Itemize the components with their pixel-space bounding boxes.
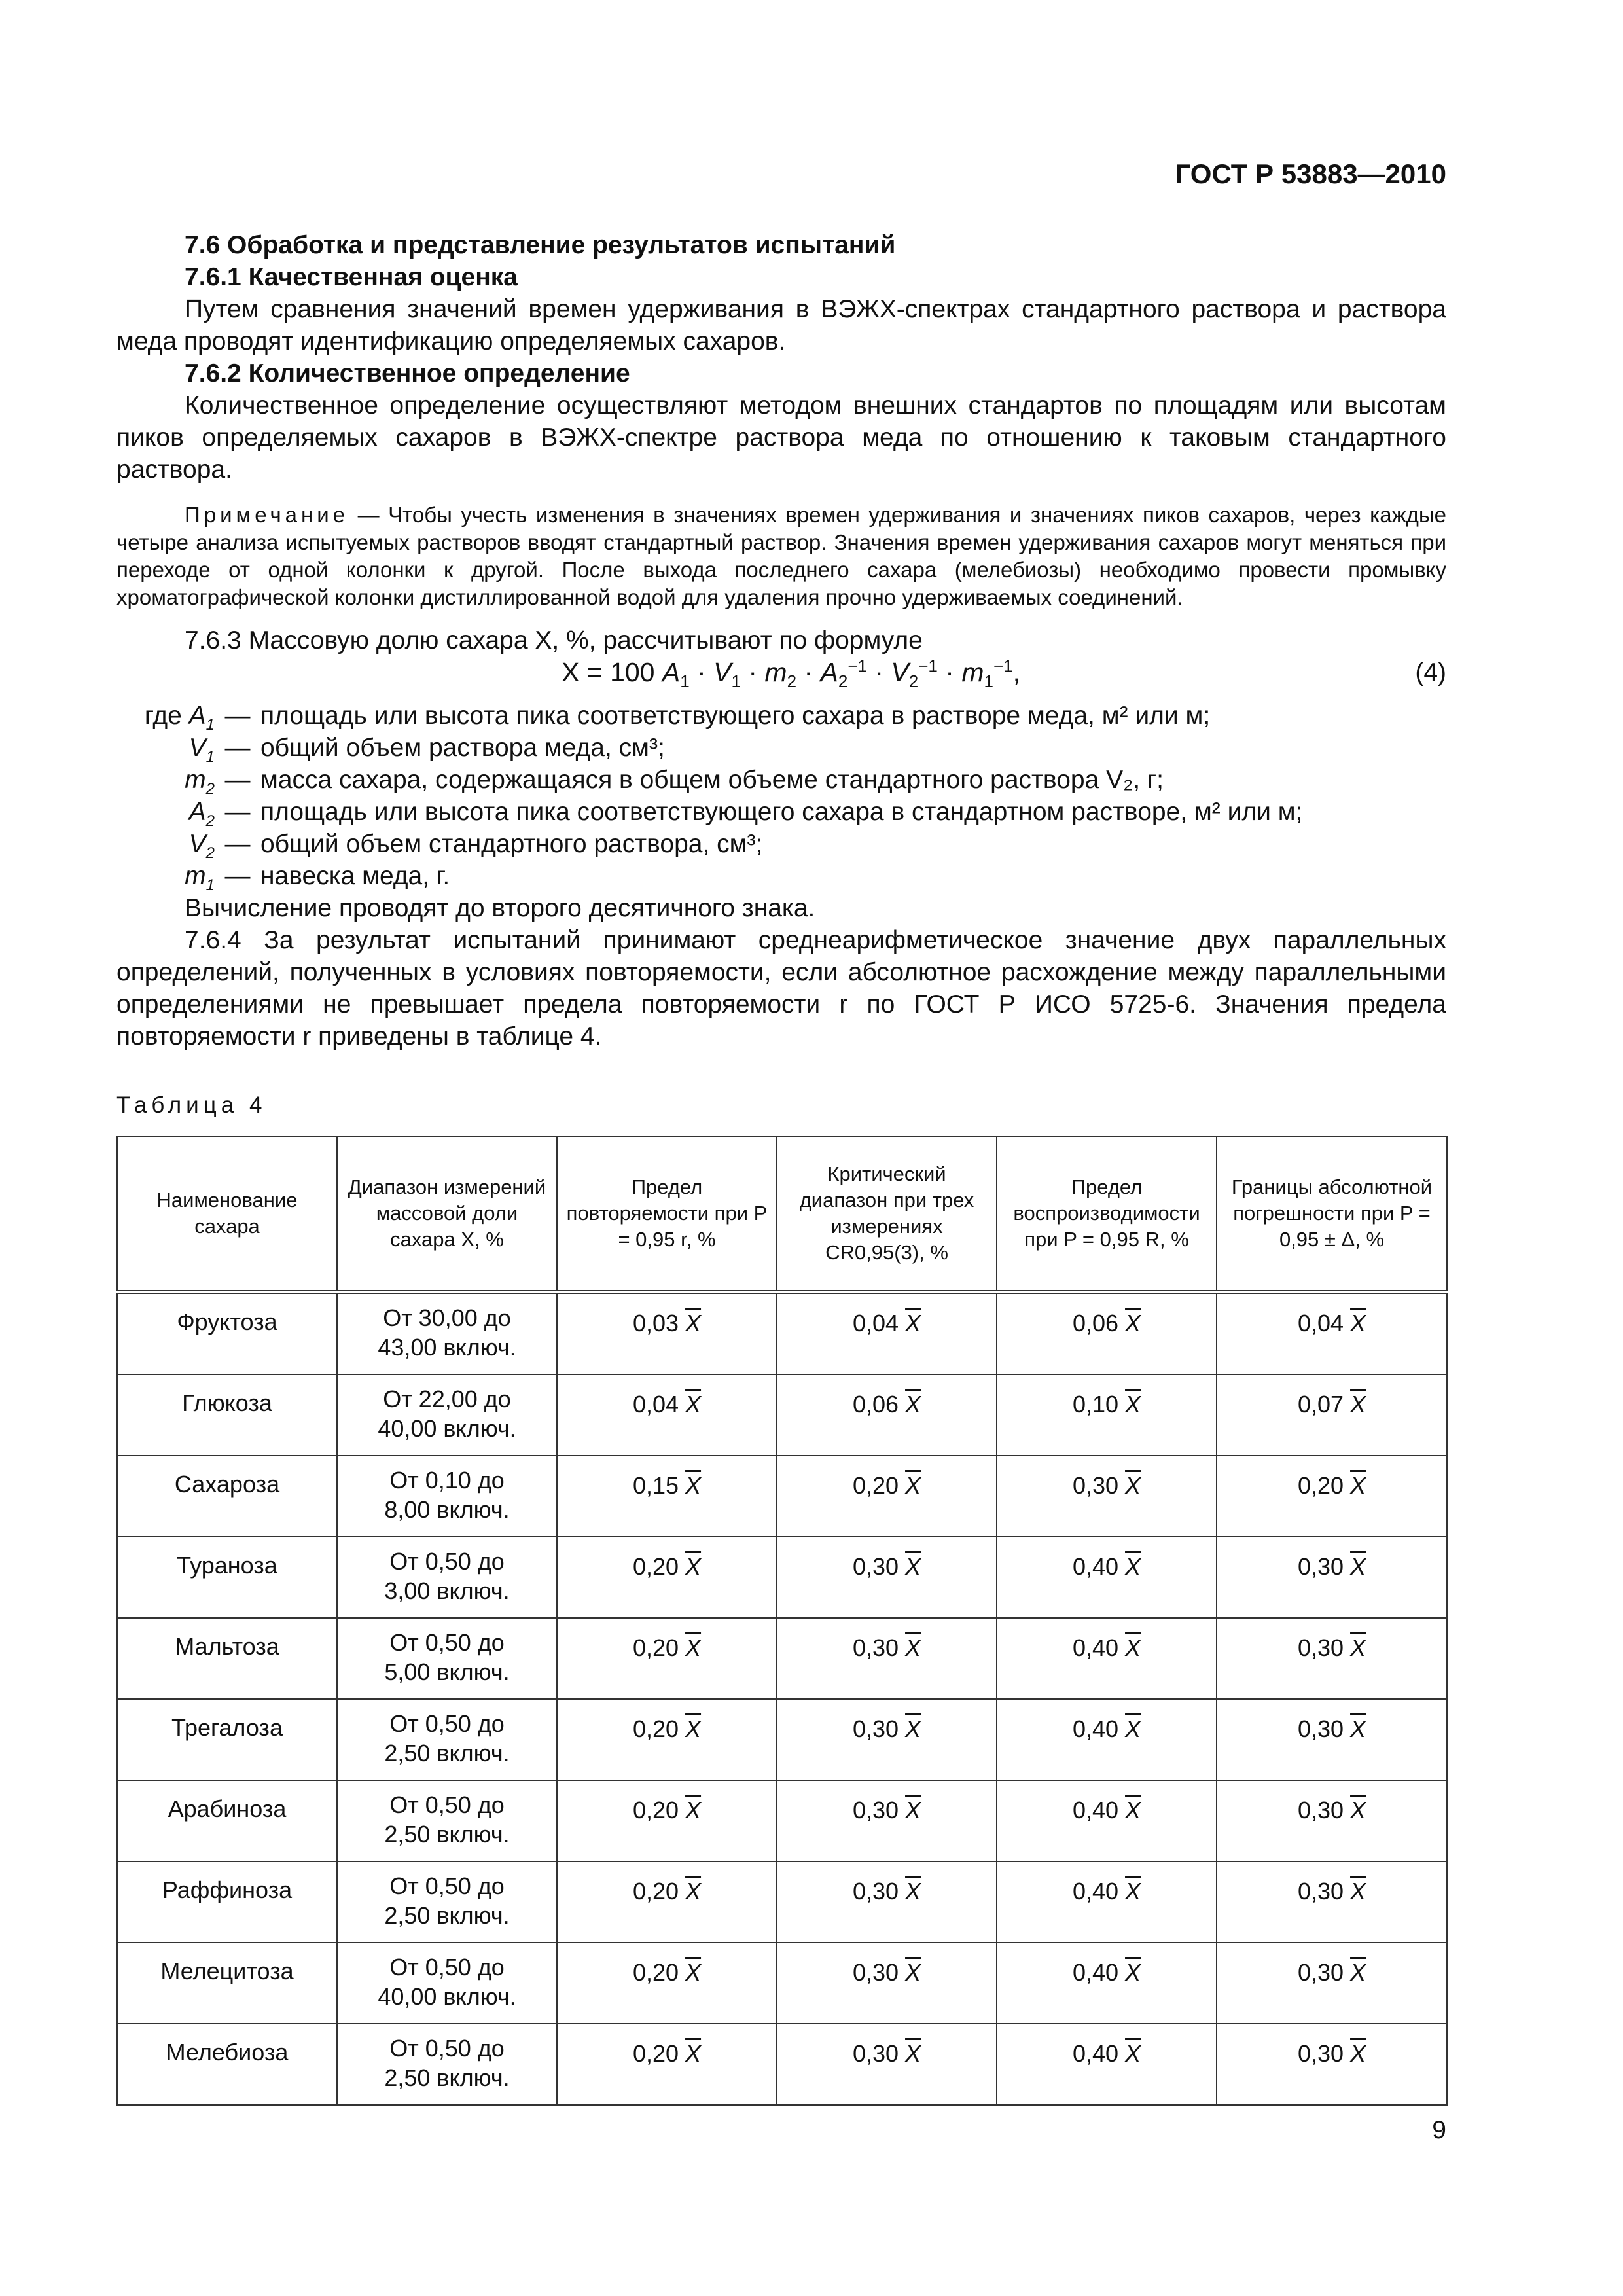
mean-symbol: $\overline{X}$ [685, 1797, 702, 1823]
mean-symbol: $\overline{X}$ [1350, 1878, 1366, 1905]
error-bound-cell: 0,30 $\overline{X}$ [1217, 1618, 1447, 1699]
variable-row: $m_2$ — масса сахара, содержащаяся в общем объеме стандартного раствора V₂, г; [116, 764, 1446, 796]
main-content [116, 229, 1446, 2106]
table-row [117, 1618, 1447, 1699]
critical-range-cell: 0,30 $\overline{X}$ [777, 1699, 997, 1780]
table-row [117, 1699, 1447, 1780]
range-cell: От 0,10 до 8,00 включ. [337, 1456, 557, 1537]
repeatability-cell: 0,04 $\overline{X}$ [557, 1374, 777, 1456]
table-row [117, 1456, 1447, 1537]
sugar-name-cell: Мальтоза [117, 1618, 337, 1699]
mean-symbol: $\overline{X}$ [685, 1715, 702, 1742]
mean-symbol: $\overline{X}$ [1125, 1797, 1141, 1823]
sugar-name-cell: Трегалоза [117, 1699, 337, 1780]
reproducibility-cell: 0,06 $\overline{X}$ [997, 1292, 1217, 1374]
column-header: Наименование сахара [117, 1136, 337, 1292]
error-bound-cell: 0,07 $\overline{X}$ [1217, 1374, 1447, 1456]
critical-range-cell: 0,30 $\overline{X}$ [777, 1537, 997, 1618]
range-cell: От 0,50 до 2,50 включ. [337, 1780, 557, 1861]
reproducibility-cell: 0,10 $\overline{X}$ [997, 1374, 1217, 1456]
range-cell: От 0,50 до 2,50 включ. [337, 1699, 557, 1780]
repeatability-cell: 0,20 $\overline{X}$ [557, 1699, 777, 1780]
error-bound-cell: 0,30 $\overline{X}$ [1217, 1699, 1447, 1780]
repeatability-cell: 0,20 $\overline{X}$ [557, 1537, 777, 1618]
formula-row [116, 656, 1446, 694]
sugar-name-cell: Тураноза [117, 1537, 337, 1618]
range-cell: От 0,50 до 40,00 включ. [337, 1943, 557, 2024]
variable-row: $A_2$ — площадь или высота пика соответствующего сахара в стандартном растворе, м² или м; [116, 796, 1446, 828]
column-header: Критический диапазон при трех измерениях CR0,95(3), % [777, 1136, 997, 1292]
critical-range-cell: 0,30 $\overline{X}$ [777, 1861, 997, 1943]
mean-symbol: $\overline{X}$ [905, 1878, 921, 1905]
sugar-name-cell: Мелебиоза [117, 2024, 337, 2105]
critical-range-cell: 0,30 $\overline{X}$ [777, 1618, 997, 1699]
table-caption: Таблица 4 [116, 1092, 267, 1118]
formula-lhs: X = 100 [562, 657, 655, 687]
mean-symbol: $\overline{X}$ [1125, 1310, 1141, 1336]
column-header: Границы абсолютной погрешности при P = 0,95 ± Δ, % [1217, 1136, 1447, 1292]
repeatability-cell: 0,20 $\overline{X}$ [557, 1861, 777, 1943]
repeatability-cell: 0,20 $\overline{X}$ [557, 2024, 777, 2105]
variable-text: площадь или высота пика соответствующего сахара в стандартном растворе, м² или м; [260, 798, 1303, 826]
range-cell: От 30,00 до 43,00 включ. [337, 1292, 557, 1374]
sugar-name-cell: Фруктоза [117, 1292, 337, 1374]
table-row [117, 1374, 1447, 1456]
critical-range-cell: 0,20 $\overline{X}$ [777, 1456, 997, 1537]
mean-symbol: $\overline{X}$ [1350, 1959, 1366, 1986]
mean-symbol: $\overline{X}$ [905, 1797, 921, 1823]
paragraph-7-6-2: Количественное определение осуществляют методом внешних стандартов по площадям или высотам пиков определяемых сахаров в ВЭЖХ-спектре раствора меда по отношению к таковым стандартного раствора. [116, 391, 1446, 484]
range-cell: От 0,50 до 2,50 включ. [337, 1861, 557, 1943]
note [116, 501, 1446, 611]
formula: X = 100 $A_1 \cdot V_1 \cdot m_2 \cdot A_2^{-1} \cdot V_2^{-1} \cdot m_1^{-1}$, [562, 656, 1021, 692]
variable-text: масса сахара, содержащаяся в общем объеме стандартного раствора V₂, г; [260, 766, 1164, 794]
mean-symbol: $\overline{X}$ [1350, 1391, 1366, 1418]
heading-7-6-1: 7.6.1 Качественная оценка [185, 263, 518, 291]
heading-7-6: 7.6 Обработка и представление результатов испытаний [185, 231, 896, 259]
paragraph-calculation: Вычисление проводят до второго десятичного знака. [185, 894, 815, 922]
formula-number: (4) [1415, 658, 1446, 687]
critical-range-cell: 0,06 $\overline{X}$ [777, 1374, 997, 1456]
variable-row: $V_1$ — общий объем раствора меда, см³; [116, 732, 1446, 764]
critical-range-cell: 0,30 $\overline{X}$ [777, 1780, 997, 1861]
mean-symbol: $\overline{X}$ [1350, 1553, 1366, 1580]
sugar-name-cell: Глюкоза [117, 1374, 337, 1456]
variable-text: общий объем стандартного раствора, см³; [260, 830, 763, 858]
reproducibility-cell: 0,40 $\overline{X}$ [997, 2024, 1217, 2105]
repeatability-cell: 0,15 $\overline{X}$ [557, 1456, 777, 1537]
variable-text: навеска меда, г. [260, 862, 450, 890]
error-bound-cell: 0,30 $\overline{X}$ [1217, 1780, 1447, 1861]
column-header: Предел воспроизводимости при P = 0,95 R, % [997, 1136, 1217, 1292]
table-row [117, 1861, 1447, 1943]
variable-row: где $A_1$ — площадь или высота пика соответствующего сахара в растворе меда, м² или м; [116, 700, 1446, 732]
table-row [117, 1537, 1447, 1618]
table-body [117, 1292, 1447, 2105]
mean-symbol: $\overline{X}$ [685, 2040, 702, 2067]
reproducibility-cell: 0,40 $\overline{X}$ [997, 1699, 1217, 1780]
mean-symbol: $\overline{X}$ [905, 2040, 921, 2067]
range-cell: От 0,50 до 3,00 включ. [337, 1537, 557, 1618]
reproducibility-cell: 0,40 $\overline{X}$ [997, 1618, 1217, 1699]
error-bound-cell: 0,30 $\overline{X}$ [1217, 2024, 1447, 2105]
mean-symbol: $\overline{X}$ [685, 1553, 702, 1580]
mean-symbol: $\overline{X}$ [1125, 1553, 1141, 1580]
mean-symbol: $\overline{X}$ [1350, 1310, 1366, 1336]
reproducibility-cell: 0,40 $\overline{X}$ [997, 1780, 1217, 1861]
mean-symbol: $\overline{X}$ [1350, 2040, 1366, 2067]
table-header-row [117, 1136, 1447, 1292]
mean-symbol: $\overline{X}$ [1125, 1634, 1141, 1661]
mean-symbol: $\overline{X}$ [1350, 1715, 1366, 1742]
mean-symbol: $\overline{X}$ [685, 1310, 702, 1336]
mean-symbol: $\overline{X}$ [685, 1634, 702, 1661]
table-row [117, 1780, 1447, 1861]
critical-range-cell: 0,04 $\overline{X}$ [777, 1292, 997, 1374]
mean-symbol: $\overline{X}$ [1350, 1472, 1366, 1499]
error-bound-cell: 0,20 $\overline{X}$ [1217, 1456, 1447, 1537]
repeatability-cell: 0,20 $\overline{X}$ [557, 1780, 777, 1861]
mean-symbol: $\overline{X}$ [685, 1391, 702, 1418]
sugar-name-cell: Мелецитоза [117, 1943, 337, 2024]
column-header: Предел повторяемости при P = 0,95 r, % [557, 1136, 777, 1292]
mean-symbol: $\overline{X}$ [905, 1391, 921, 1418]
reproducibility-cell: 0,30 $\overline{X}$ [997, 1456, 1217, 1537]
range-cell: От 0,50 до 2,50 включ. [337, 2024, 557, 2105]
mean-symbol: $\overline{X}$ [1125, 1878, 1141, 1905]
sugar-name-cell: Сахароза [117, 1456, 337, 1537]
paragraph-7-6-4: 7.6.4 За результат испытаний принимают среднеарифметическое значение двух параллельных определений, полученных в условиях повторяемости, если абсолютное расхождение между параллельными определениями не превышает предела повторяемости r по ГОСТ Р ИСО 5725-6. Значения предела повторяемости r приведены в таблице 4. [116, 926, 1446, 1050]
mean-symbol: $\overline{X}$ [905, 1310, 921, 1336]
sugar-name-cell: Раффиноза [117, 1861, 337, 1943]
repeatability-cell: 0,03 $\overline{X}$ [557, 1292, 777, 1374]
paragraph-7-6-1: Путем сравнения значений времен удерживания в ВЭЖХ-спектрах стандартного раствора и раствора меда проводят идентификацию определяемых сахаров. [116, 295, 1446, 355]
mean-symbol: $\overline{X}$ [905, 1959, 921, 1986]
variable-text: общий объем раствора меда, см³; [260, 734, 665, 762]
table-row [117, 1292, 1447, 1374]
note-label: Примечание [185, 503, 349, 527]
mean-symbol: $\overline{X}$ [685, 1878, 702, 1905]
mean-symbol: $\overline{X}$ [905, 1634, 921, 1661]
error-bound-cell: 0,30 $\overline{X}$ [1217, 1537, 1447, 1618]
mean-symbol: $\overline{X}$ [1350, 1797, 1366, 1823]
variable-text: площадь или высота пика соответствующего сахара в растворе меда, м² или м; [260, 702, 1211, 730]
mean-symbol: $\overline{X}$ [1125, 2040, 1141, 2067]
column-header: Диапазон измерений массовой доли сахара X, % [337, 1136, 557, 1292]
mean-symbol: $\overline{X}$ [1125, 1715, 1141, 1742]
variable-row: $m_1$ — навеска меда, г. [116, 860, 1446, 892]
mean-symbol: $\overline{X}$ [685, 1959, 702, 1986]
mean-symbol: $\overline{X}$ [685, 1472, 702, 1499]
heading-7-6-2: 7.6.2 Количественное определение [185, 359, 630, 387]
critical-range-cell: 0,30 $\overline{X}$ [777, 1943, 997, 2024]
critical-range-cell: 0,30 $\overline{X}$ [777, 2024, 997, 2105]
mean-symbol: $\overline{X}$ [1125, 1391, 1141, 1418]
table-row [117, 2024, 1447, 2105]
range-cell: От 22,00 до 40,00 включ. [337, 1374, 557, 1456]
paragraph-7-6-3: 7.6.3 Массовую долю сахара X, %, рассчитывают по формуле [185, 626, 923, 655]
error-bound-cell: 0,04 $\overline{X}$ [1217, 1292, 1447, 1374]
range-cell: От 0,50 до 5,00 включ. [337, 1618, 557, 1699]
reproducibility-cell: 0,40 $\overline{X}$ [997, 1943, 1217, 2024]
mean-symbol: $\overline{X}$ [1125, 1472, 1141, 1499]
mean-symbol: $\overline{X}$ [1350, 1634, 1366, 1661]
table-row [117, 1943, 1447, 2024]
error-bound-cell: 0,30 $\overline{X}$ [1217, 1861, 1447, 1943]
repeatability-cell: 0,20 $\overline{X}$ [557, 1943, 777, 2024]
mean-symbol: $\overline{X}$ [905, 1553, 921, 1580]
mean-symbol: $\overline{X}$ [1125, 1959, 1141, 1986]
sugar-name-cell: Арабиноза [117, 1780, 337, 1861]
results-table [116, 1136, 1448, 2106]
repeatability-cell: 0,20 $\overline{X}$ [557, 1618, 777, 1699]
error-bound-cell: 0,30 $\overline{X}$ [1217, 1943, 1447, 2024]
mean-symbol: $\overline{X}$ [905, 1715, 921, 1742]
reproducibility-cell: 0,40 $\overline{X}$ [997, 1537, 1217, 1618]
variable-row: $V_2$ — общий объем стандартного раствора, см³; [116, 828, 1446, 860]
where-lead: где [144, 702, 182, 730]
variable-definitions [116, 700, 1446, 892]
reproducibility-cell: 0,40 $\overline{X}$ [997, 1861, 1217, 1943]
document-code: ГОСТ Р 53883—2010 [1175, 158, 1446, 189]
note-text: — Чтобы учесть изменения в значениях времен удерживания и значениях пиков сахаров, через каждые четыре анализа испытуемых растворов вводят стандартный раствор. Значения времен удерживания сахаров могут меняться при переходе от одной колонки к другой. После выхода последнего сахара (мелебиозы) необходимо провести промывку хроматографической колонки дистиллированной водой для удаления прочно удерживаемых соединений. [116, 503, 1446, 609]
page-number: 9 [1432, 2116, 1446, 2144]
mean-symbol: $\overline{X}$ [905, 1472, 921, 1499]
